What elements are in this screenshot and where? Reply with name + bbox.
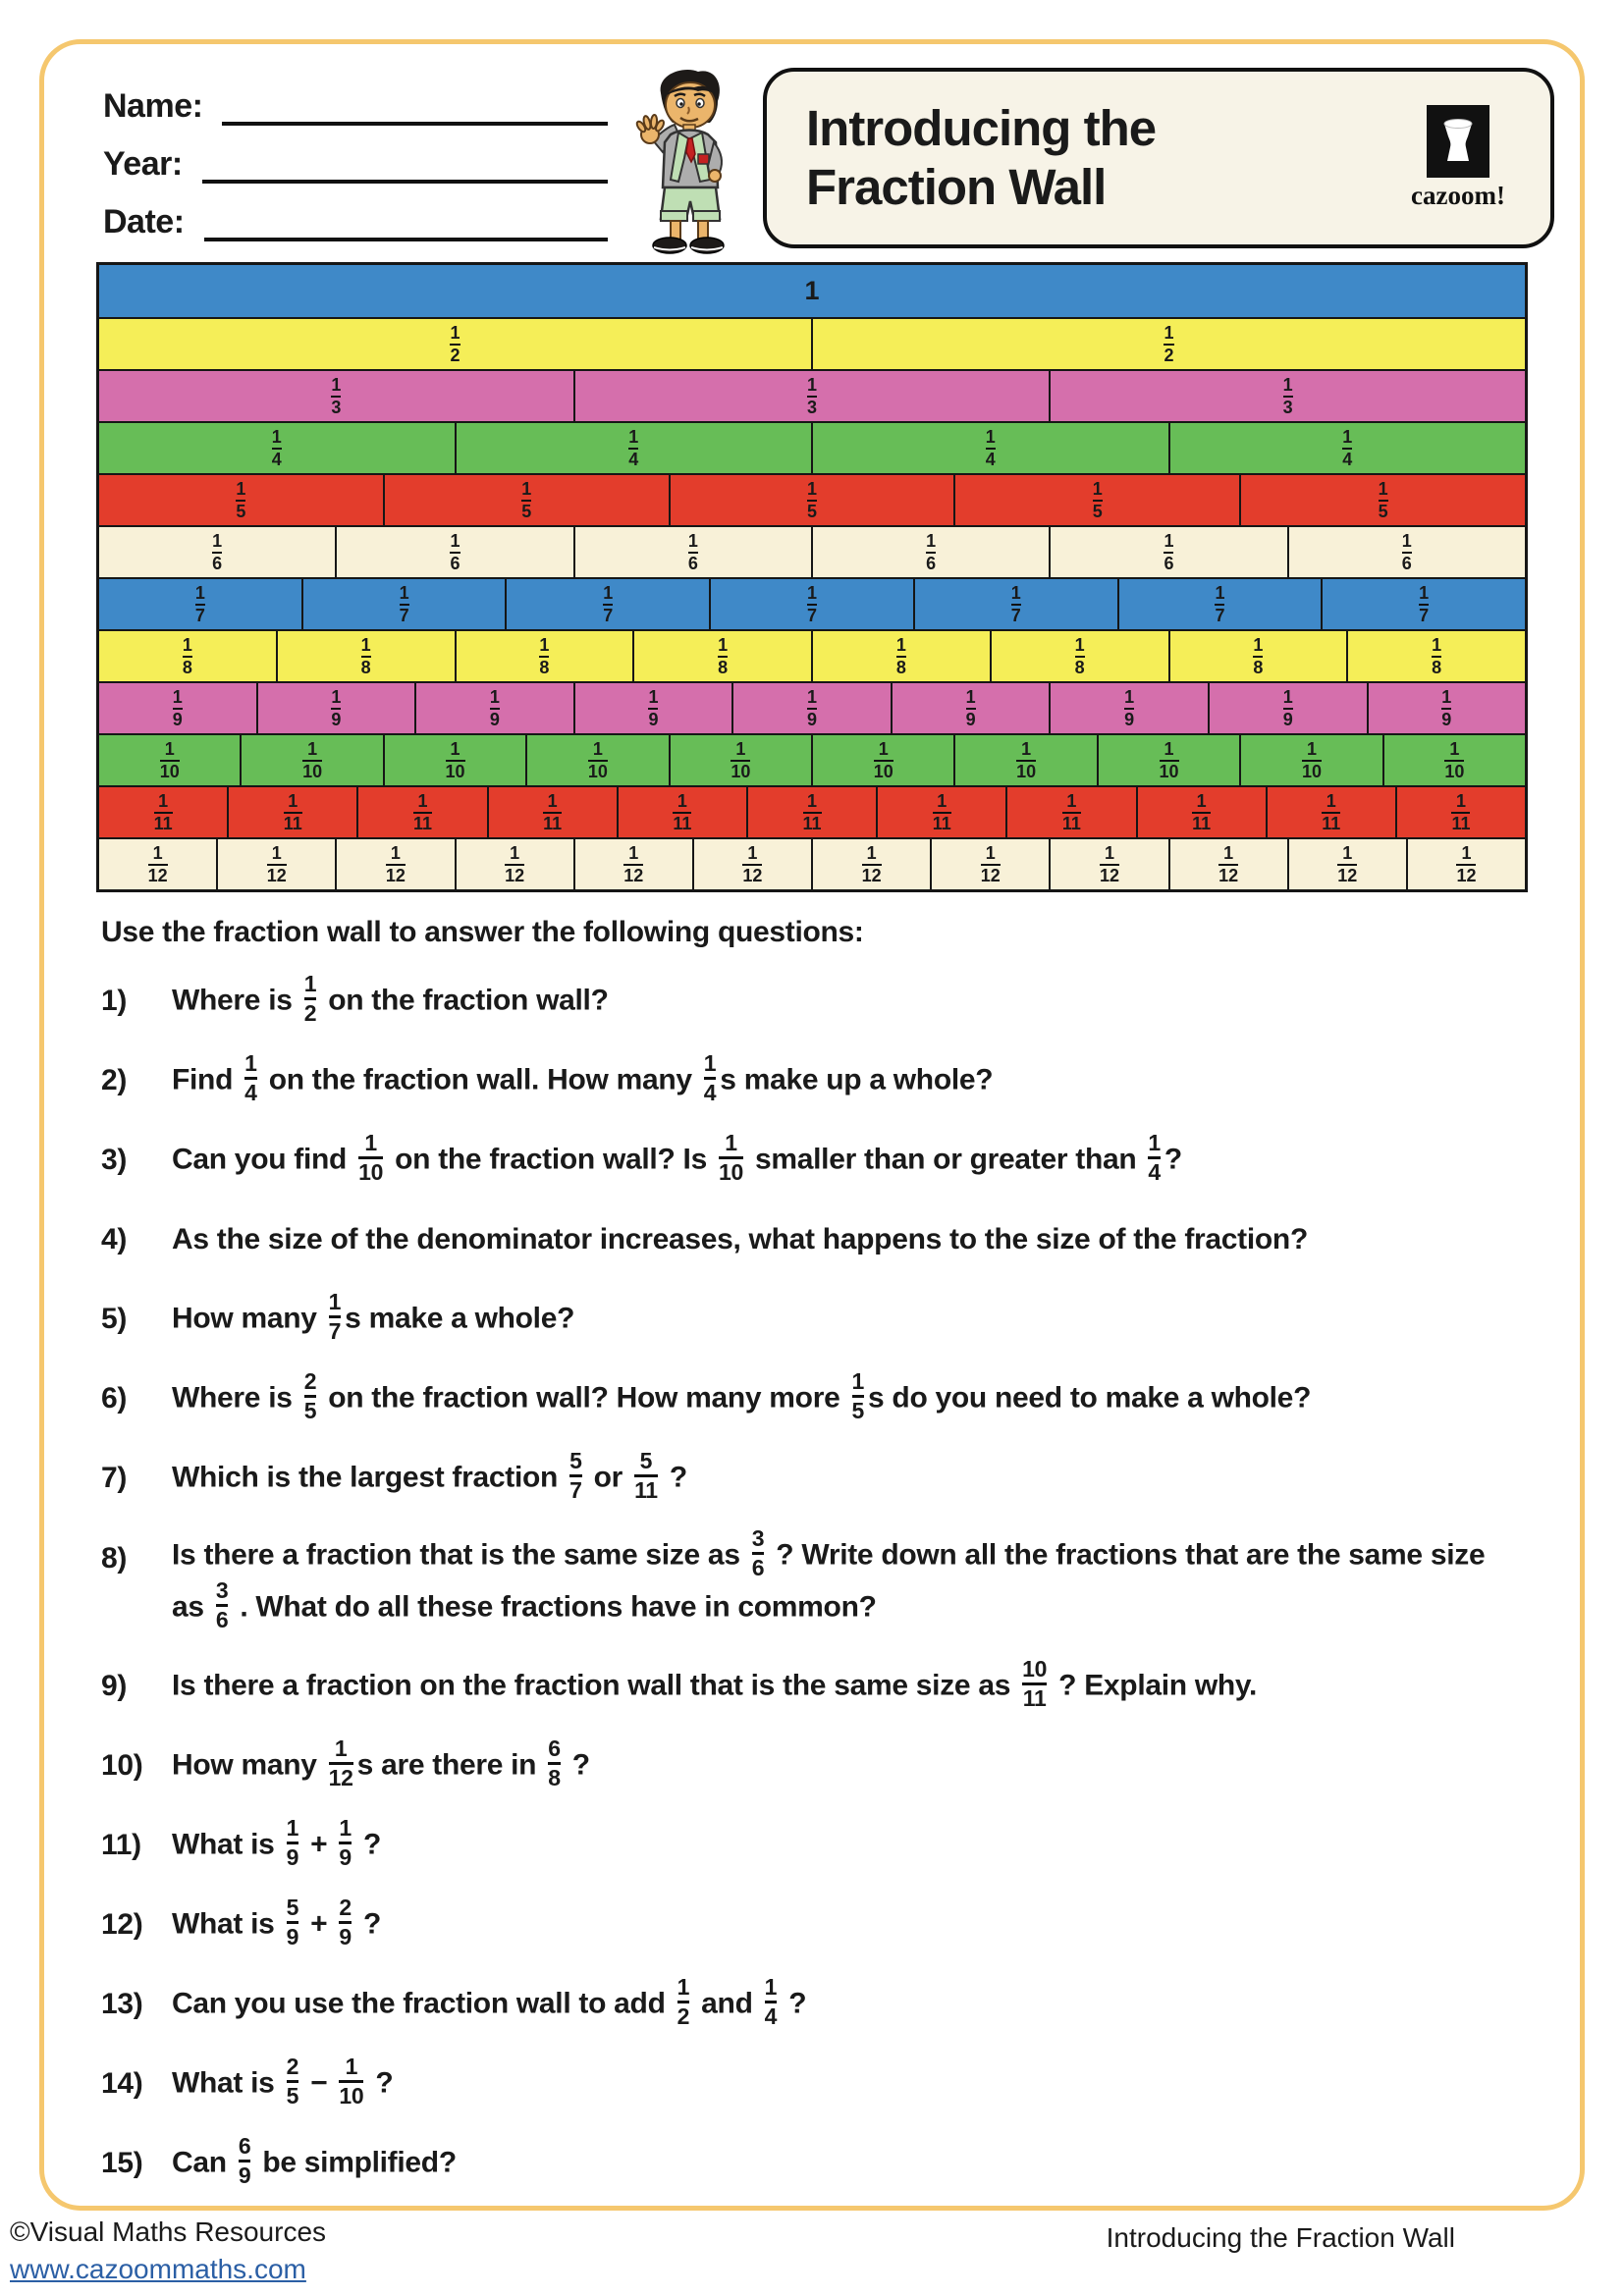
fraction-cell — [1384, 735, 1525, 785]
student-info-fields — [103, 60, 623, 261]
fraction-cell — [1408, 839, 1525, 889]
fraction-cell — [878, 787, 1007, 837]
question-item — [101, 1735, 1525, 1793]
fraction-1-4: $\frac{1}{4}$ — [244, 1049, 257, 1105]
question-text: As the size of the denominator increases, what happens to the size of the fraction? — [172, 1222, 1308, 1255]
fraction-1-12: 1 12 — [147, 843, 168, 885]
fraction-1-8: 1 8 — [360, 635, 371, 677]
fraction-1-12: 1 12 — [505, 843, 525, 885]
wall-row-1-1 — [99, 265, 1525, 317]
fraction-cell — [99, 371, 575, 421]
fraction-10-11: $\frac{10}{11}$ — [1022, 1655, 1048, 1711]
fraction-1-10: $\frac{1}{10}$ — [339, 2053, 364, 2109]
fraction-1-9: 1 9 — [965, 687, 976, 729]
fraction-cell — [1099, 735, 1241, 785]
page-title-line2: Fraction Wall — [806, 159, 1107, 215]
cazoom-logo-text: cazoom! — [1411, 181, 1505, 210]
website-link[interactable]: www.cazoommaths.com — [10, 2254, 306, 2284]
question-item — [101, 1049, 1525, 1108]
question-number: 6) — [101, 1382, 128, 1415]
fraction-1-8: 1 8 — [895, 635, 906, 677]
question-text: Find $\frac{1}{4}$ on the fraction wall. How many $\frac{1}{4}$ s make up a whole? — [172, 1049, 994, 1105]
question-text: Can you find $\frac{1}{10}$ on the fraction wall? Is $\frac{1}{10}$ smaller than or greater than $\frac{1}{4}$ ? — [172, 1129, 1182, 1185]
fraction-cell — [457, 423, 814, 473]
question-item — [101, 1367, 1525, 1426]
fraction-cell — [1241, 735, 1383, 785]
wall-row-1-7 — [99, 577, 1525, 629]
fraction-1-12: 1 12 — [1218, 843, 1239, 885]
fraction-1-12: 1 12 — [742, 843, 763, 885]
fraction-cell — [99, 631, 278, 681]
fraction-1-11: 1 11 — [412, 791, 432, 833]
question-number: 10) — [101, 1749, 143, 1782]
fraction-1-9: 1 9 — [1124, 687, 1135, 729]
fraction-1-8: 1 8 — [539, 635, 550, 677]
fraction-cell — [1289, 839, 1408, 889]
name-label: Name: — [103, 87, 203, 125]
fraction-1-11: 1 11 — [802, 791, 822, 833]
fraction-cell — [99, 735, 242, 785]
fraction-1-2: 1 2 — [1164, 323, 1174, 365]
fraction-cell — [507, 579, 711, 629]
fraction-cell — [99, 475, 385, 525]
wall-row-1-12 — [99, 837, 1525, 889]
fraction-cell — [575, 527, 813, 577]
fraction-1-4: 1 4 — [271, 427, 282, 469]
fraction-wall — [96, 262, 1528, 892]
footer-left — [10, 2216, 326, 2285]
fraction-1-10: 1 10 — [1159, 739, 1179, 781]
fraction-1-6: 1 6 — [926, 531, 937, 573]
fraction-cell — [671, 475, 956, 525]
fraction-cell — [748, 787, 878, 837]
question-text: Where is $\frac{1}{2}$ on the fraction wall? — [172, 970, 609, 1026]
fraction-1-9: 1 9 — [648, 687, 659, 729]
wall-row-1-5 — [99, 473, 1525, 525]
fraction-cell — [733, 683, 893, 733]
wall-row-1-2 — [99, 317, 1525, 369]
question-item — [101, 1973, 1525, 2032]
name-field — [103, 87, 623, 126]
question-item — [101, 2132, 1525, 2191]
question-item — [101, 1129, 1525, 1188]
fraction-1-8: 1 8 — [1074, 635, 1085, 677]
fraction-cell — [457, 631, 635, 681]
question-text: Can $\frac{6}{9}$ be simplified? — [172, 2132, 457, 2188]
fraction-1-6: 1 6 — [687, 531, 698, 573]
question-list — [101, 970, 1525, 2191]
worksheet-header — [44, 44, 1580, 252]
fraction-cell — [1369, 683, 1526, 733]
fraction-cell — [99, 839, 218, 889]
question-number: 14) — [101, 2067, 143, 2100]
fraction-cell — [1323, 579, 1525, 629]
fraction-cell — [992, 631, 1170, 681]
fraction-cell — [634, 631, 813, 681]
fraction-cell — [358, 787, 488, 837]
fraction-1-6: 1 6 — [450, 531, 460, 573]
fraction-1-12: 1 12 — [623, 843, 644, 885]
fraction-cell — [385, 735, 527, 785]
question-item — [101, 1212, 1525, 1267]
title-box — [763, 68, 1554, 248]
question-text: What is $\frac{1}{9}$ + $\frac{1}{9}$ ? — [172, 1814, 381, 1870]
wall-row-1-6 — [99, 525, 1525, 577]
fraction-1-10: $\frac{1}{10}$ — [718, 1129, 743, 1185]
fraction-1-8: 1 8 — [1253, 635, 1264, 677]
fraction-1-2: $\frac{1}{2}$ — [677, 1973, 690, 2029]
fraction-1-10: 1 10 — [1301, 739, 1322, 781]
fraction-cell — [258, 683, 417, 733]
fraction-1-2: 1 2 — [450, 323, 460, 365]
fraction-1-7: 1 7 — [1010, 583, 1021, 625]
fraction-1-10: 1 10 — [159, 739, 180, 781]
page-title — [806, 99, 1399, 216]
fraction-1-10: 1 10 — [1016, 739, 1037, 781]
question-number: 4) — [101, 1223, 128, 1255]
fraction-cell — [711, 579, 915, 629]
fraction-cell — [813, 527, 1051, 577]
fraction-1-5: 1 5 — [806, 479, 817, 521]
fraction-1-7: 1 7 — [194, 583, 205, 625]
fraction-1-11: 1 11 — [1322, 791, 1341, 833]
wall-row-1-4 — [99, 421, 1525, 473]
fraction-1-6: 1 6 — [1401, 531, 1412, 573]
footer-worksheet-title: Introducing the Fraction Wall — [1106, 2222, 1455, 2253]
date-label: Date: — [103, 203, 185, 240]
question-number: 13) — [101, 1988, 143, 2020]
fraction-1-11: 1 11 — [1061, 791, 1081, 833]
fraction-1-7: 1 7 — [399, 583, 409, 625]
fraction-1-9: 1 9 — [1441, 687, 1452, 729]
fraction-cell — [813, 319, 1525, 369]
fraction-1-7: 1 7 — [1419, 583, 1430, 625]
wall-row-1-11 — [99, 785, 1525, 837]
fraction-1-8: 1 8 — [718, 635, 729, 677]
year-label: Year: — [103, 145, 183, 183]
fraction-cell — [99, 423, 457, 473]
year-field — [103, 145, 623, 184]
fraction-1-12: 1 12 — [980, 843, 1001, 885]
question-number: 1) — [101, 985, 128, 1017]
wall-row-1-10 — [99, 733, 1525, 785]
fraction-1-12: 1 12 — [1456, 843, 1477, 885]
fraction-cell — [575, 683, 734, 733]
question-text: Where is $\frac{2}{5}$ on the fraction wall? How many more $\frac{1}{5}$ s do you need to make a whole? — [172, 1367, 1312, 1423]
question-number: 12) — [101, 1908, 143, 1941]
fraction-cell — [694, 839, 813, 889]
question-item — [101, 2053, 1525, 2111]
question-number: 2) — [101, 1064, 128, 1096]
fraction-1-11: 1 11 — [1451, 791, 1471, 833]
fraction-1-9: 1 9 — [1282, 687, 1293, 729]
fraction-2-9: $\frac{2}{9}$ — [339, 1894, 352, 1949]
fraction-cell — [1051, 683, 1210, 733]
fraction-cell — [242, 735, 384, 785]
fraction-1-5: $\frac{1}{5}$ — [851, 1367, 864, 1423]
question-item — [101, 1288, 1525, 1347]
question-text: Is there a fraction on the fraction wall that is the same size as $\frac{10}{11}$ ? Explain why. — [172, 1655, 1258, 1711]
fraction-cell — [1397, 787, 1525, 837]
fraction-1-5: 1 5 — [521, 479, 532, 521]
question-item — [101, 1525, 1525, 1634]
fraction-1-9: 1 9 — [172, 687, 183, 729]
fraction-1-8: 1 8 — [1432, 635, 1442, 677]
question-item — [101, 970, 1525, 1029]
fraction-1-10: 1 10 — [731, 739, 751, 781]
fraction-1-9: $\frac{1}{9}$ — [339, 1814, 352, 1870]
fraction-1-11: 1 11 — [673, 791, 692, 833]
fraction-1-4: $\frac{1}{4}$ — [764, 1973, 778, 2029]
fraction-cell — [99, 319, 813, 369]
fraction-1-12: 1 12 — [1337, 843, 1358, 885]
questions-intro: Use the fraction wall to answer the following questions: — [101, 916, 864, 948]
fraction-cell — [385, 475, 671, 525]
question-number: 5) — [101, 1303, 128, 1335]
fraction-1-11: 1 11 — [1192, 791, 1212, 833]
fraction-cell — [619, 787, 748, 837]
fraction-1-9: 1 9 — [331, 687, 342, 729]
wall-row-1-3 — [99, 369, 1525, 421]
fraction-1-12: 1 12 — [266, 843, 287, 885]
worksheet-border — [39, 39, 1585, 2211]
fraction-cell — [1007, 787, 1137, 837]
fraction-cell — [278, 631, 457, 681]
fraction-cell — [893, 683, 1052, 733]
fraction-1-4: 1 4 — [985, 427, 996, 469]
fraction-1-4: 1 4 — [628, 427, 639, 469]
fraction-cell — [955, 475, 1241, 525]
fraction-cell — [416, 683, 575, 733]
fraction-cell — [1138, 787, 1268, 837]
question-number: 7) — [101, 1462, 128, 1494]
fraction-cell — [813, 631, 992, 681]
fraction-5-7: $\frac{5}{7}$ — [569, 1447, 582, 1503]
fraction-1-10: 1 10 — [873, 739, 893, 781]
fraction-cell — [1051, 527, 1288, 577]
fraction-cell — [99, 579, 303, 629]
fraction-cell — [1170, 631, 1349, 681]
fraction-cell — [527, 735, 670, 785]
fraction-cell — [1170, 839, 1289, 889]
fraction-1-2: $\frac{1}{2}$ — [303, 970, 317, 1026]
fraction-cell — [915, 579, 1119, 629]
fraction-1-9: 1 9 — [807, 687, 818, 729]
fraction-1-10: 1 10 — [302, 739, 323, 781]
fraction-1-12: 1 12 — [1099, 843, 1119, 885]
date-field — [103, 203, 623, 241]
fraction-cell — [218, 839, 337, 889]
fraction-2-5: $\frac{2}{5}$ — [303, 1367, 317, 1423]
fraction-1-7: $\frac{1}{7}$ — [328, 1288, 342, 1344]
fraction-cell — [1170, 423, 1526, 473]
fraction-cell — [1289, 527, 1525, 577]
fraction-1-8: 1 8 — [182, 635, 192, 677]
fraction-cell — [337, 839, 456, 889]
wall-row-1-9 — [99, 681, 1525, 733]
fraction-1-11: 1 11 — [153, 791, 173, 833]
fraction-1-3: 1 3 — [1282, 375, 1293, 417]
fraction-cell — [813, 735, 955, 785]
question-text: How many $\frac{1}{7}$ s make a whole? — [172, 1288, 575, 1344]
fraction-1-7: 1 7 — [1215, 583, 1225, 625]
questions-section — [44, 916, 1580, 2191]
fraction-1-4: $\frac{1}{4}$ — [1148, 1129, 1161, 1185]
fraction-cell — [813, 423, 1170, 473]
fraction-1-6: 1 6 — [1164, 531, 1174, 573]
fraction-1-5: 1 5 — [236, 479, 246, 521]
fraction-1-11: 1 11 — [283, 791, 302, 833]
question-number: 8) — [101, 1542, 128, 1575]
fraction-1-5: 1 5 — [1092, 479, 1103, 521]
fraction-1-5: 1 5 — [1378, 479, 1388, 521]
fraction-1-12: 1 12 — [861, 843, 882, 885]
fraction-cell — [1119, 579, 1324, 629]
fraction-cell — [1241, 475, 1525, 525]
fraction-cell — [303, 579, 508, 629]
question-text: Which is the largest fraction $\frac{5}{7}$ or $\frac{5}{11}$ ? — [172, 1447, 687, 1503]
fraction-1-9: 1 9 — [489, 687, 500, 729]
question-item — [101, 1894, 1525, 1952]
fraction-2-5: $\frac{2}{5}$ — [286, 2053, 299, 2109]
fraction-cell — [955, 735, 1098, 785]
fraction-1-6: 1 6 — [212, 531, 223, 573]
question-item — [101, 1814, 1525, 1873]
question-number: 3) — [101, 1144, 128, 1176]
question-text: What is $\frac{5}{9}$ + $\frac{2}{9}$ ? — [172, 1894, 381, 1949]
cazoom-logo — [1399, 105, 1517, 211]
fraction-1-10: 1 10 — [445, 739, 465, 781]
fraction-cell — [229, 787, 358, 837]
name-write-line — [222, 90, 608, 126]
fraction-1-12: 1 12 — [385, 843, 406, 885]
fraction-1-12: $\frac{1}{12}$ — [328, 1735, 353, 1790]
fraction-1-4: 1 4 — [1342, 427, 1353, 469]
question-item — [101, 1655, 1525, 1714]
fraction-6-8: $\frac{6}{8}$ — [548, 1735, 561, 1790]
fraction-1-4: $\frac{1}{4}$ — [703, 1049, 717, 1105]
fraction-cell — [1051, 839, 1169, 889]
fraction-cell — [575, 371, 1052, 421]
question-text: How many $\frac{1}{12}$ s are there in $\frac{6}{8}$ ? — [172, 1735, 590, 1790]
fraction-1-3: 1 3 — [807, 375, 818, 417]
drum-icon — [1427, 105, 1489, 178]
page-title-line1: Introducing the — [806, 100, 1157, 157]
wall-row-1-8 — [99, 629, 1525, 681]
fraction-1-3: 1 3 — [331, 375, 342, 417]
fraction-1-7: 1 7 — [603, 583, 614, 625]
year-write-line — [202, 148, 608, 184]
fraction-6-9: $\frac{6}{9}$ — [238, 2132, 251, 2188]
fraction-cell — [99, 527, 337, 577]
fraction-cell — [457, 839, 575, 889]
fraction-cell — [671, 735, 813, 785]
fraction-cell — [99, 787, 229, 837]
fraction-cell — [932, 839, 1051, 889]
fraction-1-10: 1 10 — [1444, 739, 1465, 781]
fraction-cell — [1210, 683, 1369, 733]
fraction-cell — [337, 527, 574, 577]
question-text: Is there a fraction that is the same size as $\frac{3}{6}$ ? Write down all the fractions that are the same size as $\frac{3}{6}$ . What do all these fractions have in common? — [172, 1525, 1486, 1632]
fraction-3-6: $\frac{3}{6}$ — [215, 1577, 229, 1632]
fraction-cell — [99, 265, 1525, 317]
fraction-1-7: 1 7 — [807, 583, 818, 625]
fraction-cell — [99, 683, 258, 733]
fraction-1-11: 1 11 — [543, 791, 563, 833]
question-text: Can you use the fraction wall to add $\frac{1}{2}$ and $\frac{1}{4}$ ? — [172, 1973, 807, 2029]
fraction-1-9: $\frac{1}{9}$ — [286, 1814, 299, 1870]
fraction-5-9: $\frac{5}{9}$ — [286, 1894, 299, 1949]
fraction-1-10: 1 10 — [587, 739, 608, 781]
fraction-1-10: $\frac{1}{10}$ — [358, 1129, 384, 1185]
fraction-3-6: $\frac{3}{6}$ — [751, 1525, 765, 1580]
question-number: 11) — [101, 1829, 141, 1861]
fraction-cell — [1051, 371, 1525, 421]
whole-label: 1 — [804, 276, 820, 305]
fraction-5-11: $\frac{5}{11}$ — [634, 1447, 658, 1503]
date-write-line — [204, 206, 608, 241]
fraction-cell — [1348, 631, 1525, 681]
fraction-cell — [813, 839, 932, 889]
question-item — [101, 1447, 1525, 1506]
fraction-cell — [575, 839, 694, 889]
question-number: 15) — [101, 2147, 143, 2179]
fraction-1-11: 1 11 — [932, 791, 951, 833]
question-text: What is $\frac{2}{5}$ − $\frac{1}{10}$ ? — [172, 2053, 394, 2109]
question-number: 9) — [101, 1670, 128, 1702]
fraction-cell — [489, 787, 619, 837]
copyright-text: ©Visual Maths Resources — [10, 2216, 327, 2247]
fraction-cell — [1268, 787, 1397, 837]
schoolboy-mascot-illustration — [623, 64, 749, 256]
